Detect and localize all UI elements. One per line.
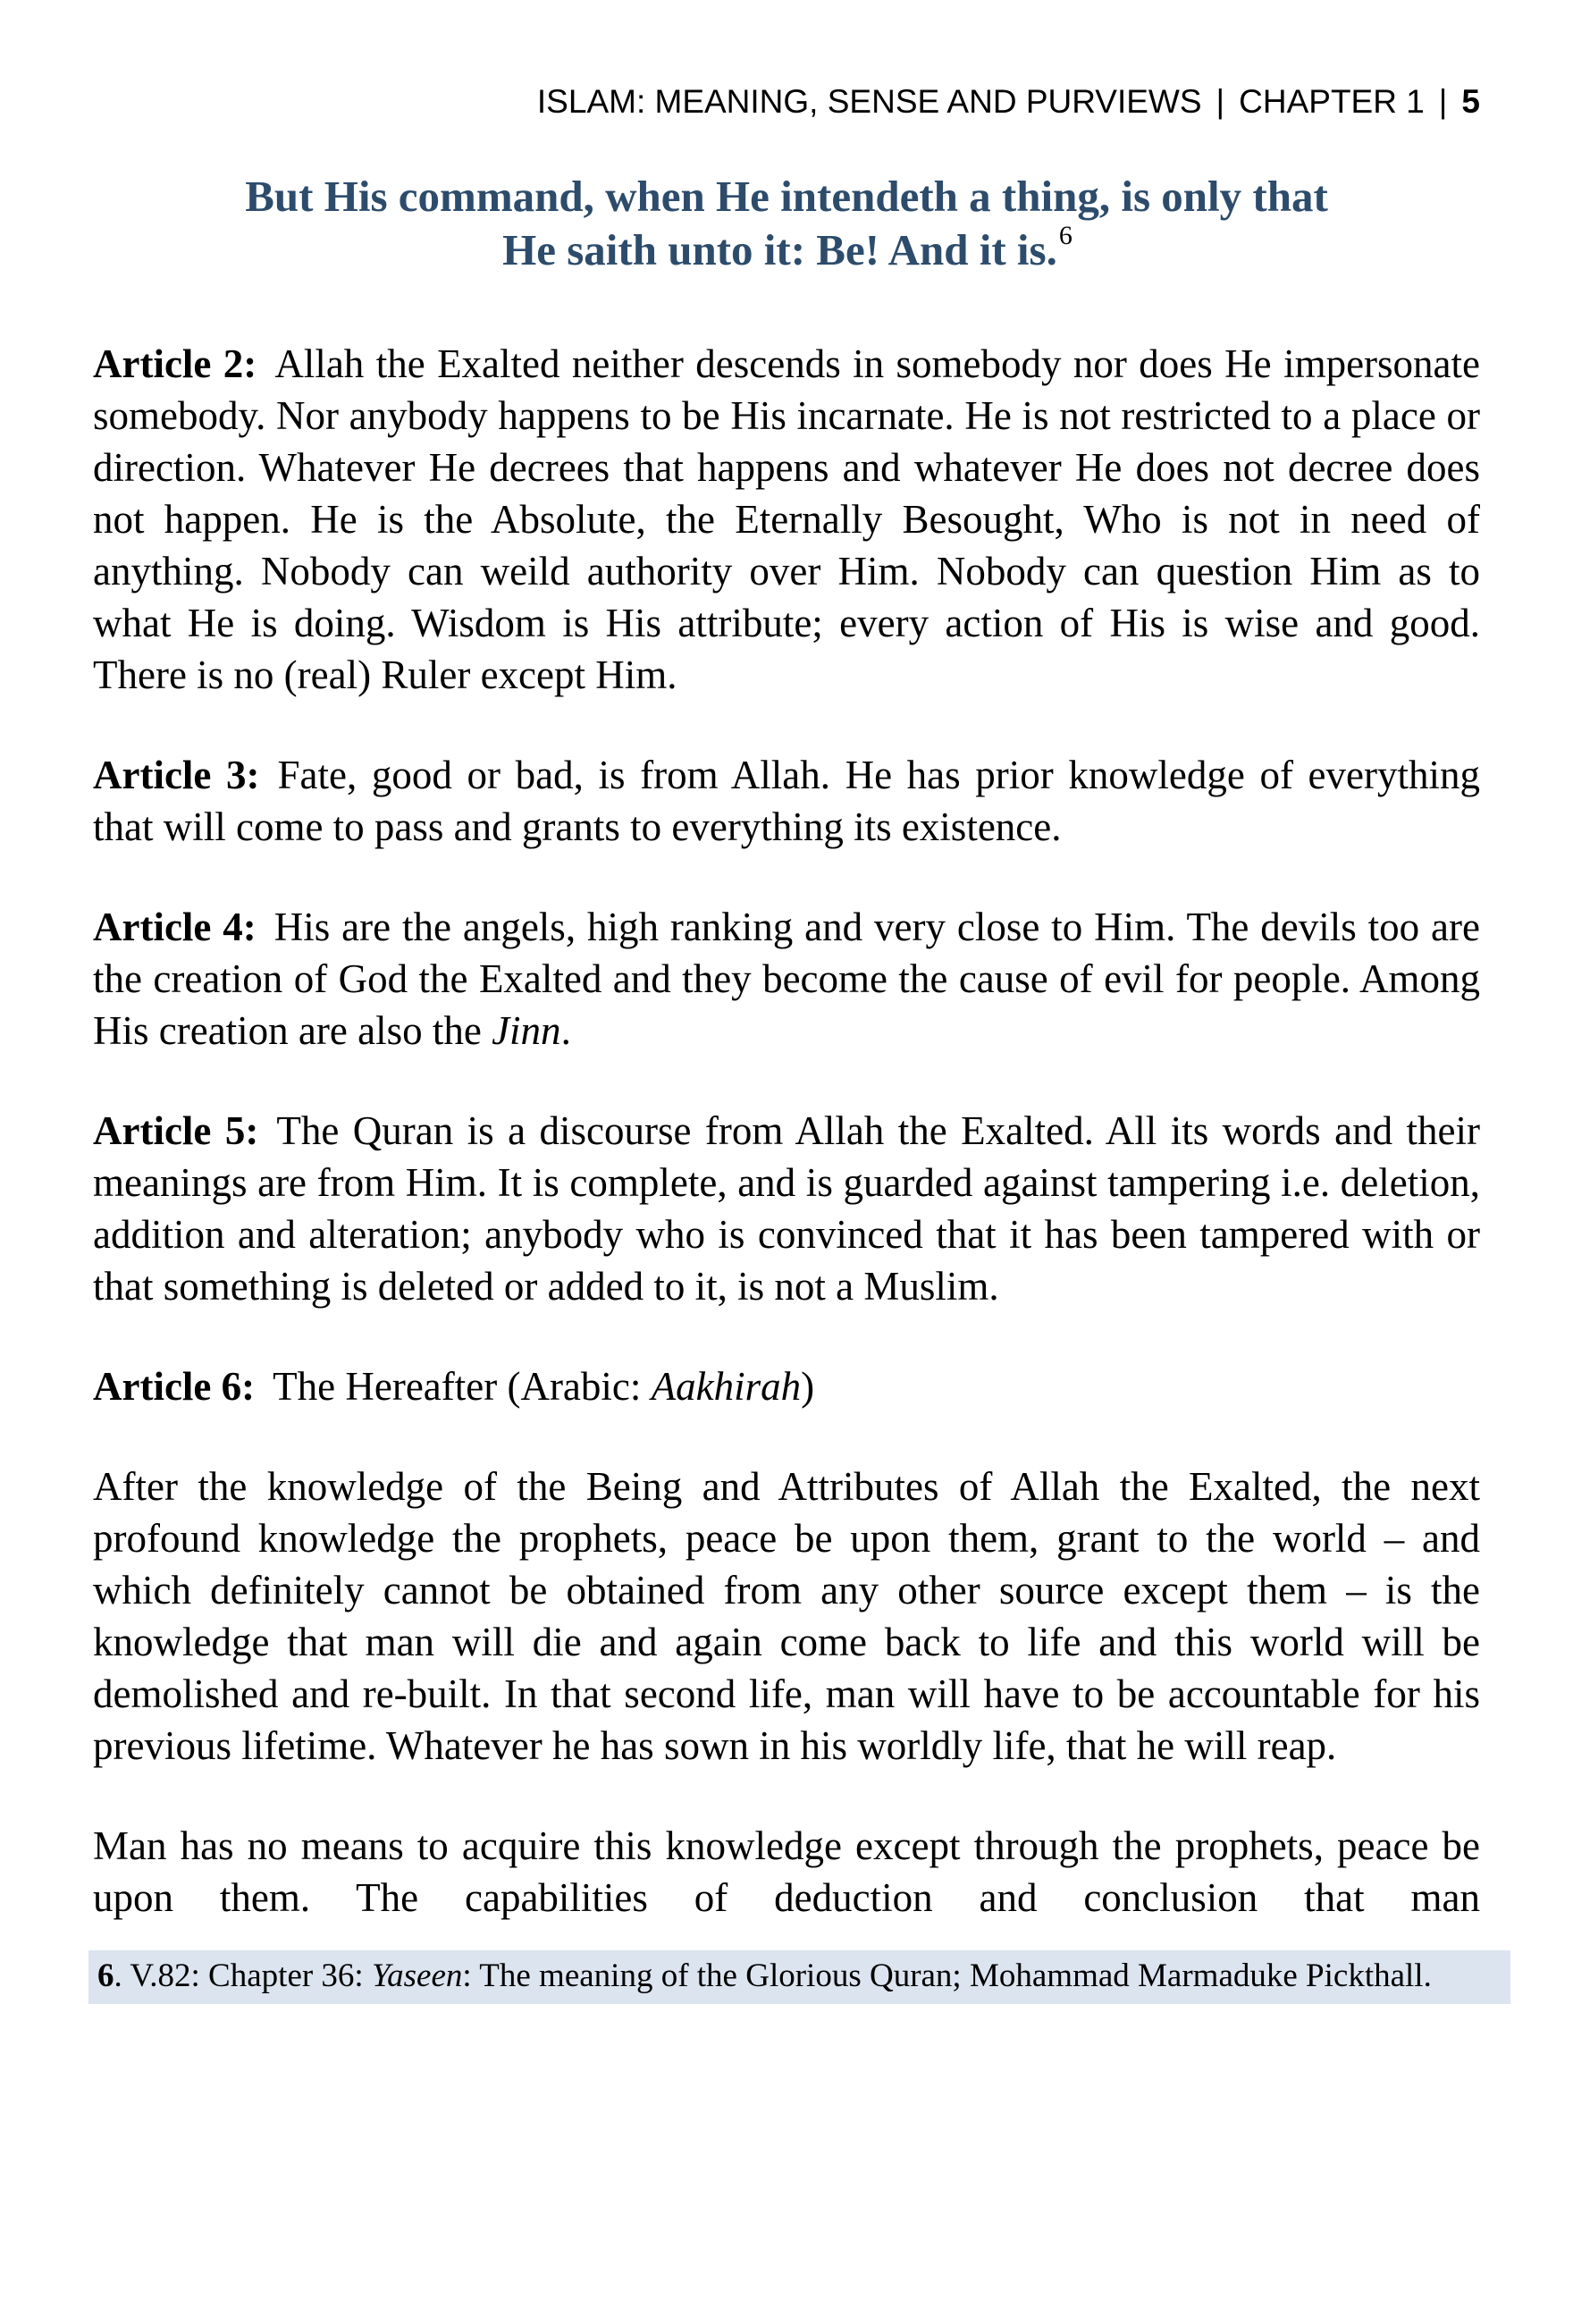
article-4-italic-term: Jinn bbox=[492, 1008, 561, 1053]
header-separator-1: | bbox=[1216, 83, 1225, 120]
quote-line-2-text: He saith unto it: Be! And it is. bbox=[502, 225, 1057, 274]
quran-quote bbox=[93, 170, 1480, 277]
article-6-italic-term: Aakhirah bbox=[651, 1364, 802, 1409]
article-2-label: Article 2: bbox=[93, 341, 257, 386]
footnote-number: 6 bbox=[97, 1958, 114, 1994]
article-2-paragraph bbox=[93, 338, 1480, 701]
article-6-body-end: ) bbox=[801, 1364, 815, 1409]
article-4-body: His are the angels, high ranking and very close to Him. The devils too are the creation of God the Exalted and they become the cause of evil for people. Among His creation are also the bbox=[93, 905, 1480, 1053]
article-3-label: Article 3: bbox=[93, 753, 260, 797]
acquisition-paragraph: Man has no means to acquire this knowledge except through the prophets, peace be upon them. The capabilities of deduction and conclusion that man bbox=[93, 1823, 1480, 1920]
header-page-number: 5 bbox=[1461, 83, 1480, 120]
quote-line-1: But His command, when He intendeth a thing, is only that bbox=[245, 172, 1328, 221]
footnote-text-end: : The meaning of the Glorious Quran; Mohammad Marmaduke Pickthall. bbox=[462, 1958, 1432, 1994]
running-header bbox=[93, 84, 1480, 120]
quote-line-2 bbox=[93, 220, 1480, 277]
footnote-text: . V.82: Chapter 36: bbox=[114, 1958, 372, 1994]
hereafter-knowledge-paragraph: After the knowledge of the Being and Attributes of Allah the Exalted, the next profound knowledge the prophets, peace be upon them, grant to the world – and which definitely cannot be obtained from any other source except them – is the knowledge that man will die and again come back to life and this world will be demolished and re-built. In that second life, man will have to be accountable for his previous lifetime. Whatever he has sown in his worldly life, that he will reap. bbox=[93, 1464, 1480, 1768]
header-book-title: ISLAM: MEANING, SENSE AND PURVIEWS bbox=[536, 83, 1202, 120]
article-4-body-end: . bbox=[560, 1008, 571, 1053]
article-6-label: Article 6: bbox=[93, 1364, 256, 1409]
article-6-body: The Hereafter (Arabic: bbox=[273, 1364, 652, 1409]
article-4-label: Article 4: bbox=[93, 905, 257, 949]
footnote-italic-term: Yaseen bbox=[371, 1958, 463, 1994]
footnote-block bbox=[88, 1950, 1510, 2004]
article-3-paragraph bbox=[93, 749, 1480, 853]
article-6-paragraph bbox=[93, 1360, 1480, 1412]
article-5-body: The Quran is a discourse from Allah the Exalted. All its words and their meanings are from Him. It is complete, and is guarded against tampering i.e. deletion, addition and alteration; anybody who is convinced that it has been tampered with or that something is deleted or added to it, is not a Muslim. bbox=[93, 1108, 1480, 1309]
article-5-label: Article 5: bbox=[93, 1108, 259, 1153]
article-3-body: Fate, good or bad, is from Allah. He has prior knowledge of everything that will come to pass and grants to everything its existence. bbox=[93, 753, 1480, 849]
header-chapter: CHAPTER 1 bbox=[1239, 83, 1425, 120]
quote-footnote-reference: 6 bbox=[1058, 220, 1072, 250]
article-2-body: Allah the Exalted neither descends in somebody nor does He impersonate somebody. Nor anybody happens to be His incarnate. He is not restricted to a place or direction. Whatever He decrees that happens and whatever He does not decree does not happen. He is the Absolute, the Eternally Besought, Who is not in need of anything. Nobody can weild authority over Him. Nobody can question Him as to what He is doing. Wisdom is His attribute; every action of His is wise and good. There is no (real) Ruler except Him. bbox=[93, 341, 1480, 697]
article-4-paragraph bbox=[93, 901, 1480, 1057]
article-5-paragraph bbox=[93, 1105, 1480, 1312]
header-separator-2: | bbox=[1438, 83, 1448, 120]
